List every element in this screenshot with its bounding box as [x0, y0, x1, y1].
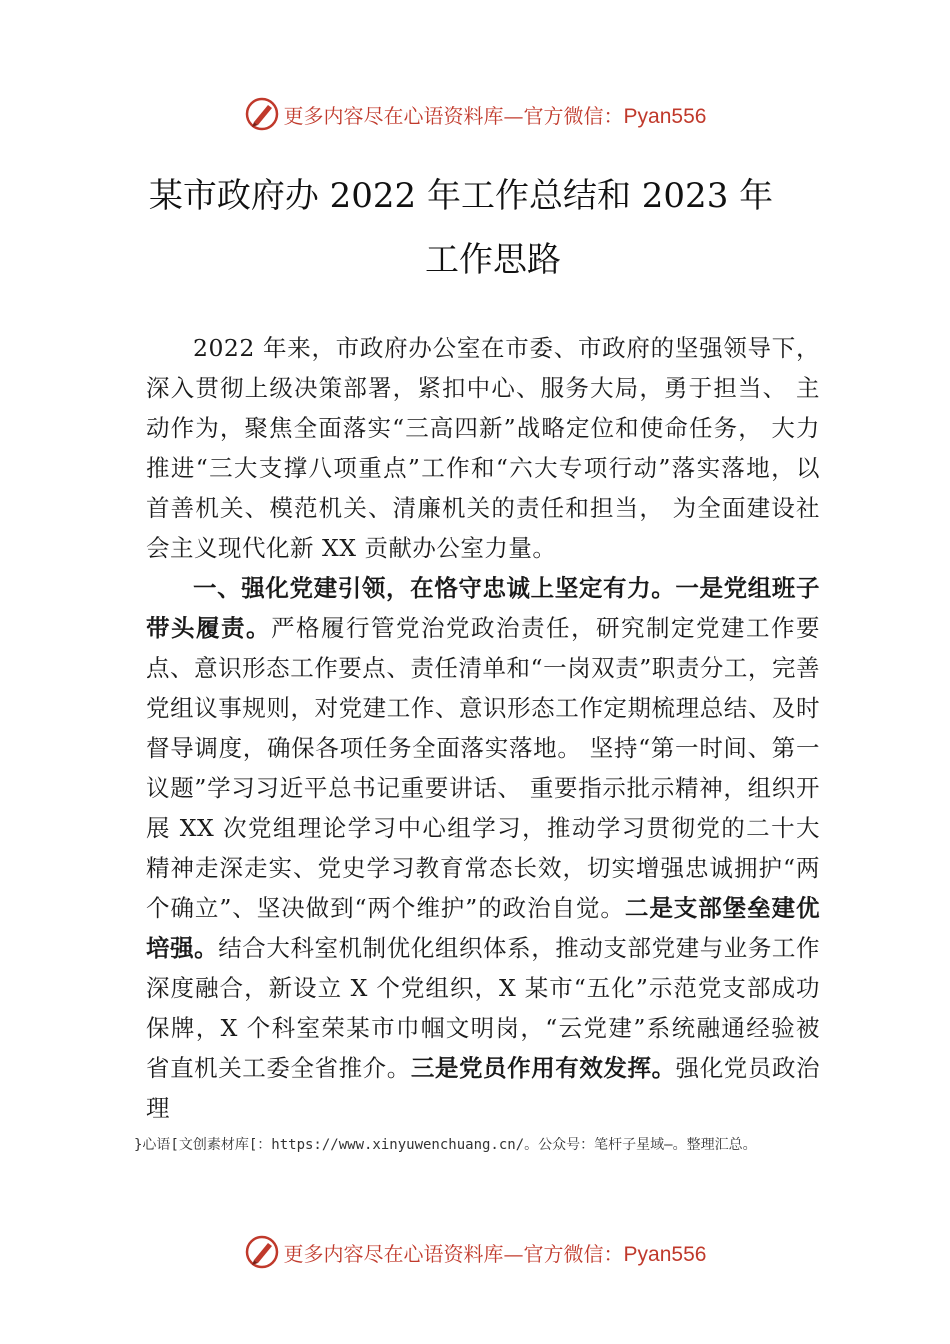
point-3-text: 强化党员政治理 [146, 1054, 821, 1122]
intro-paragraph: 2022 年来，市政府办公室在市委、市政府的坚强领导下，深入贯彻上级决策部署，紧扣中心、服务大局，勇于担当、 主动作为，聚焦全面落实“三高四新”战略定位和使命任务， 大力推进“三大支撑八项重点”工作和“六大专项行动”落实落地，以首善机关、模范机关、清廉机关的责任和担当， 为全面建设社会主义现代化新 XX 贡献办公室力量。 [146, 334, 820, 562]
document-body [146, 328, 820, 1128]
point-1-heading: 一是党组班子带头履责。 [146, 574, 821, 642]
header-banner [0, 94, 950, 134]
footnote: }心语[文创素材库[：https://www.xinyuwenchuang.cn/。公众号：笔杆子星域—。整理汇总。 [134, 1137, 757, 1153]
point-3-heading: 三是党员作用有效发挥。 [410, 1054, 676, 1082]
point-2-heading: 二是支部堡垒建优培强。 [146, 894, 821, 962]
pen-logo-icon [244, 96, 280, 132]
page-title-line1: 某市政府办 2022 年工作总结和 2023 年 [148, 176, 774, 216]
point-2-text: 结合大科室机制优化组织体系，推动支部党建与业务工作深度融合，新设立 X 个党组织，X 某市“五化”示范党支部成功保牌，X 个科室荣某市巾帼文明岗，“云党建”系统融通经验被省直机关工委全省推介。 [146, 934, 821, 1082]
section-1-heading: 一、强化党建引领，在恪守忠诚上坚定有力。 [193, 574, 676, 602]
banner-text: 更多内容尽在心语资料库—官方微信：Pyan556 [283, 1241, 707, 1266]
page-title-line2: 工作思路 [425, 240, 561, 280]
section-1-paragraph [146, 568, 820, 1128]
footer-banner [0, 1232, 950, 1272]
banner-text: 更多内容尽在心语资料库—官方微信：Pyan556 [283, 103, 707, 128]
pen-logo-icon [244, 1234, 280, 1270]
point-1-text: 严格履行管党治党政治责任，研究制定党建工作要点、意识形态工作要点、责任清单和“一岗双责”职责分工，完善党组议事规则，对党建工作、意识形态工作定期梳理总结、及时督导调度，确保各项任务全面落实落地。 坚持“第一时间、第一议题”学习习近平总书记重要讲话、 重要指示批示精神，组织开展 XX 次党组理论学习中心组学习，推动学习贯彻党的二十大精神走深走实、党史学习教育常态长效，切实增强忠诚拥护“两个确立”、坚决做到“两个维护”的政治自觉。 [146, 614, 820, 922]
